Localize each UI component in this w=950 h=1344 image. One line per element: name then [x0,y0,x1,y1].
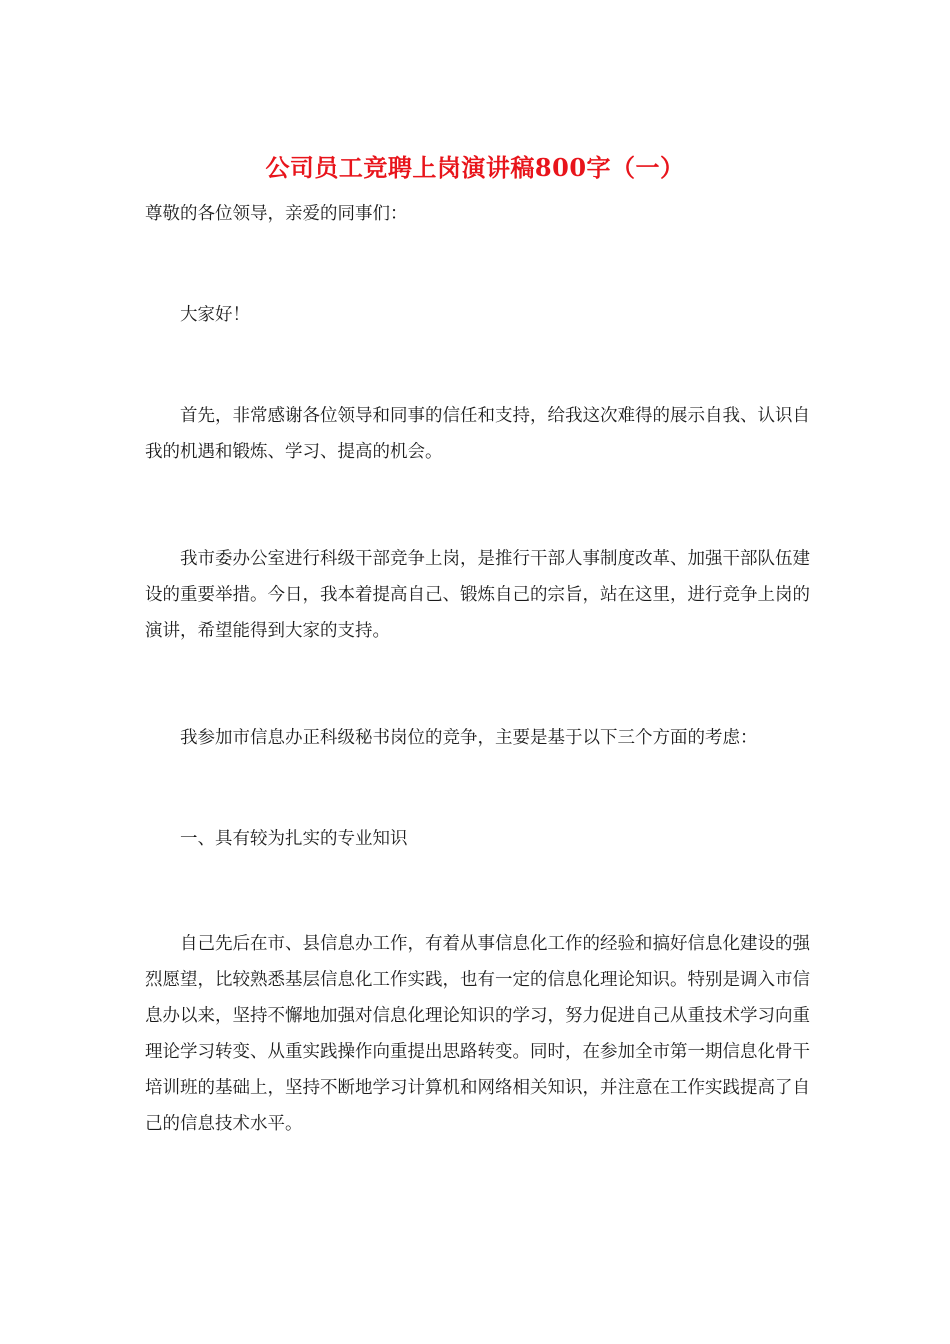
section-heading: 一、具有较为扎实的专业知识 [180,829,408,849]
paragraph-background: 我市委办公室进行科级干部竞争上岗，是推行干部人事制度改革、加强干部队伍建设的重要举措。今日，我本着提高自己、锻炼自己的宗旨，站在这里，进行竞争上岗的演讲，希望能得到大家的支持。 [145,549,810,641]
document-title: 公司员工竞聘上岗演讲稿800字（一） [265,153,685,182]
greeting: 大家好！ [180,305,250,325]
paragraph-thanks: 首先，非常感谢各位领导和同事的信任和支持，给我这次难得的展示自我、认识自我的机遇和锻炼、学习、提高的机会。 [145,406,810,462]
paragraph-intent: 我参加市信息办正科级秘书岗位的竞争，主要是基于以下三个方面的考虑： [180,728,758,748]
paragraph-experience: 自己先后在市、县信息办工作，有着从事信息化工作的经验和搞好信息化建设的强烈愿望，比较熟悉基层信息化工作实践，也有一定的信息化理论知识。特别是调入市信息办以来，坚持不懈地加强对信息化理论知识的学习，努力促进自己从重技术学习向重理论学习转变、从重实践操作向重提出思路转变。同时，在参加全市第一期信息化骨干培训班的基础上，坚持不断地学习计算机和网络相关知识，并注意在工作实践提高了自己的信息技术水平。 [145,934,810,1134]
salutation: 尊敬的各位领导，亲爱的同事们： [145,204,408,224]
